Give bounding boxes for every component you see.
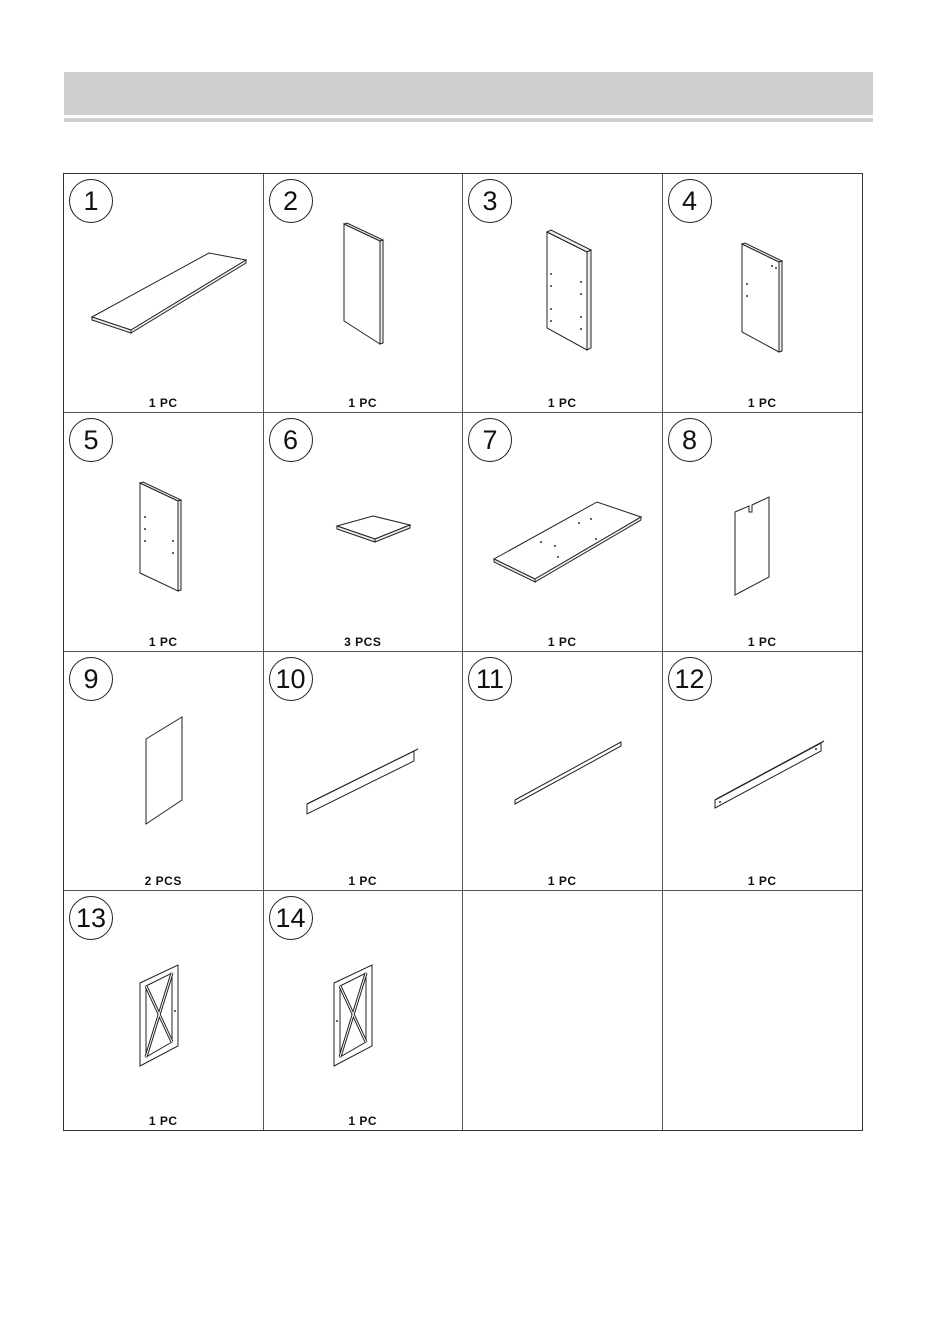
header-rule (64, 118, 873, 122)
part-cell-6 (264, 413, 464, 652)
empty-cell (663, 891, 863, 1130)
part-quantity: 1 PC (547, 396, 577, 410)
part-quantity: 1 PC (148, 635, 178, 649)
middle-panel-icon (463, 174, 662, 413)
side-panel-notched-icon (64, 413, 263, 652)
part-cell-9 (64, 652, 264, 891)
part-quantity: 1 PC (348, 874, 378, 888)
part-number: 10 (269, 657, 313, 701)
part-cell-13 (64, 891, 264, 1130)
part-quantity: 1 PC (148, 396, 178, 410)
bottom-panel-icon (463, 413, 662, 652)
side-panel-icon (264, 174, 463, 413)
part-number: 9 (69, 657, 113, 701)
part-quantity: 1 PC (348, 1114, 378, 1128)
part-number: 4 (668, 179, 712, 223)
part-quantity: 3 PCS (344, 635, 382, 649)
part-quantity: 1 PC (547, 874, 577, 888)
parts-grid (63, 173, 863, 1131)
part-number: 2 (269, 179, 313, 223)
top-panel-icon (64, 174, 263, 413)
barn-door-left-icon (64, 891, 263, 1130)
part-number: 3 (468, 179, 512, 223)
back-panel-icon (64, 652, 263, 891)
part-cell-3 (463, 174, 663, 413)
part-number: 13 (69, 896, 113, 940)
barn-door-right-icon (264, 891, 463, 1130)
part-number: 7 (468, 418, 512, 462)
rail-thin-icon (463, 652, 662, 891)
part-cell-10 (264, 652, 464, 891)
rail-wide-icon (264, 652, 463, 891)
part-cell-14 (264, 891, 464, 1130)
part-number: 12 (668, 657, 712, 701)
part-quantity: 1 PC (747, 396, 777, 410)
back-panel-notched-icon (663, 413, 862, 652)
part-cell-4 (663, 174, 863, 413)
shelf-icon (264, 413, 463, 652)
side-panel-drilled-icon (663, 174, 862, 413)
part-number: 6 (269, 418, 313, 462)
part-quantity: 1 PC (148, 1114, 178, 1128)
part-number: 5 (69, 418, 113, 462)
part-cell-7 (463, 413, 663, 652)
part-cell-12 (663, 652, 863, 891)
part-quantity: 1 PC (547, 635, 577, 649)
part-number: 1 (69, 179, 113, 223)
part-number: 8 (668, 418, 712, 462)
part-cell-5 (64, 413, 264, 652)
part-cell-1 (64, 174, 264, 413)
header-bar (64, 72, 873, 115)
part-quantity: 1 PC (747, 874, 777, 888)
part-quantity: 2 PCS (144, 874, 182, 888)
part-number: 14 (269, 896, 313, 940)
rail-drilled-icon (663, 652, 862, 891)
part-cell-11 (463, 652, 663, 891)
part-cell-8 (663, 413, 863, 652)
part-quantity: 1 PC (747, 635, 777, 649)
empty-cell (463, 891, 663, 1130)
part-quantity: 1 PC (348, 396, 378, 410)
part-number: 11 (468, 657, 512, 701)
part-cell-2 (264, 174, 464, 413)
